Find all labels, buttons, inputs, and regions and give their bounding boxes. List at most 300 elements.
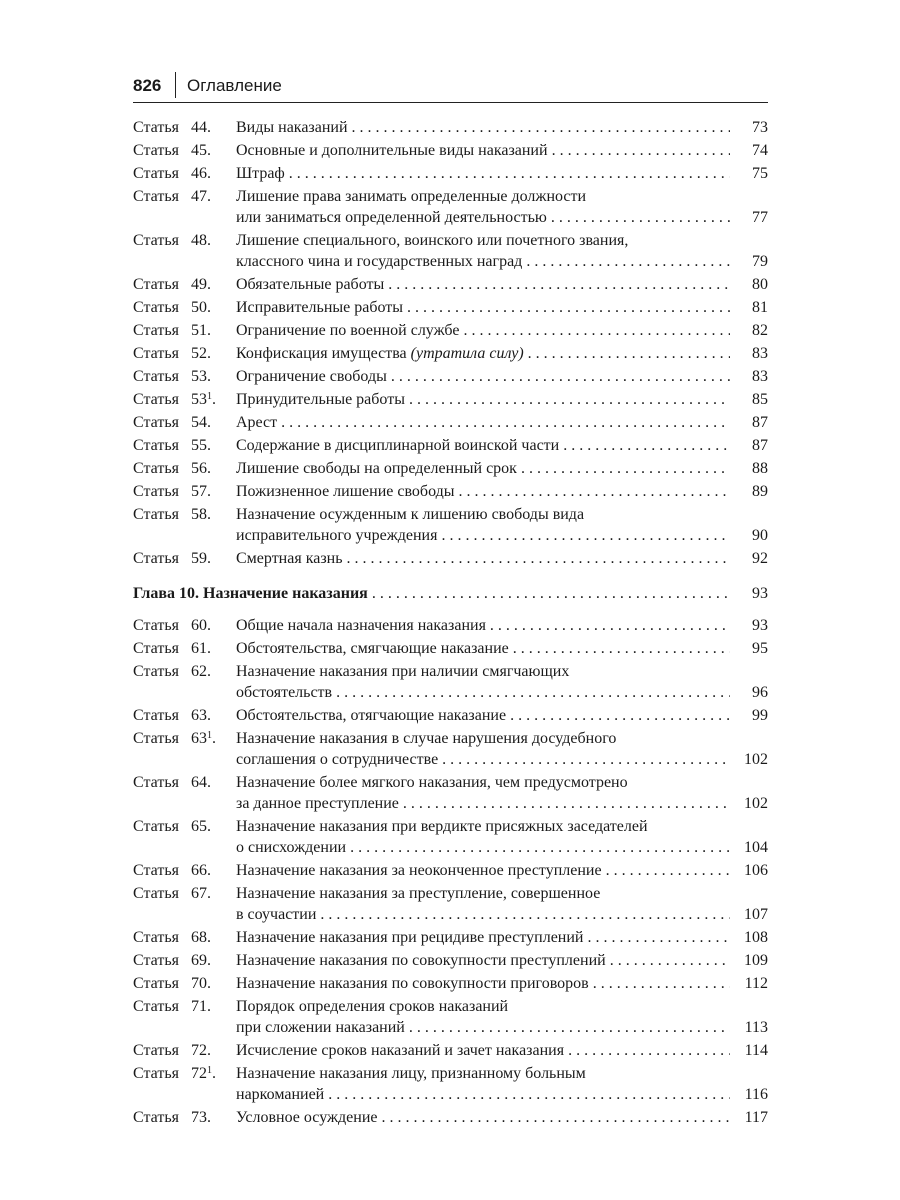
article-label bbox=[133, 950, 233, 971]
entry-title bbox=[236, 996, 768, 1038]
page-reference[interactable]: 112 bbox=[744, 975, 768, 992]
entry-title-line bbox=[236, 389, 768, 410]
header-separator bbox=[175, 72, 176, 98]
article-number: 45. bbox=[191, 142, 211, 159]
article-word: Статья bbox=[133, 165, 179, 182]
article-label bbox=[133, 389, 233, 410]
toc-entry[interactable] bbox=[133, 117, 768, 138]
page-reference[interactable]: 107 bbox=[744, 906, 768, 923]
article-word: Статья bbox=[133, 142, 179, 159]
entry-title-text: Исправительные работы bbox=[236, 299, 403, 316]
article-word: Статья bbox=[133, 188, 179, 205]
dot-leader bbox=[281, 412, 730, 433]
entry-title-text: наркоманией bbox=[236, 1086, 325, 1103]
article-word: Статья bbox=[133, 998, 179, 1015]
article-number: 51. bbox=[191, 322, 211, 339]
article-word: Статья bbox=[133, 885, 179, 902]
page-reference[interactable]: 82 bbox=[752, 322, 768, 339]
entry-title-text: Обязательные работы bbox=[236, 276, 385, 293]
entry-title-text: Содержание в дисциплинарной воинской части bbox=[236, 437, 560, 454]
entry-title-line bbox=[236, 458, 768, 479]
article-number: 64. bbox=[191, 774, 211, 791]
article-label bbox=[133, 186, 233, 207]
toc-entry[interactable] bbox=[133, 638, 768, 659]
page-reference[interactable]: 77 bbox=[752, 209, 768, 226]
article-word: Статья bbox=[133, 119, 179, 136]
dot-leader bbox=[409, 389, 730, 410]
toc-entry[interactable] bbox=[133, 320, 768, 341]
article-word: Статья bbox=[133, 975, 179, 992]
entry-title-text: Назначение более мягкого наказания, чем предусмотрено bbox=[236, 774, 628, 791]
toc-entry[interactable] bbox=[133, 343, 768, 364]
article-word: Статья bbox=[133, 322, 179, 339]
article-number: 53 bbox=[191, 391, 207, 408]
article-number: 65. bbox=[191, 818, 211, 835]
dot-leader bbox=[289, 163, 730, 184]
article-label bbox=[133, 772, 233, 793]
entry-title-line bbox=[236, 251, 768, 272]
article-number-superscript: 1 bbox=[207, 1065, 212, 1076]
dot-leader bbox=[568, 1040, 730, 1061]
dot-leader bbox=[526, 251, 730, 272]
entry-title-text: Назначение наказания при вердикте присяжных заседателей bbox=[236, 818, 648, 835]
page-reference[interactable]: 85 bbox=[752, 391, 768, 408]
entry-title bbox=[236, 661, 768, 703]
article-label bbox=[133, 728, 233, 749]
page-reference[interactable]: 109 bbox=[744, 952, 768, 969]
entry-title-line bbox=[236, 186, 768, 207]
toc-entry[interactable] bbox=[133, 435, 768, 456]
entry-title bbox=[236, 638, 768, 659]
dot-leader bbox=[328, 1084, 730, 1105]
dot-leader bbox=[441, 525, 730, 546]
dot-leader bbox=[336, 682, 730, 703]
entry-title bbox=[236, 816, 768, 858]
dot-leader bbox=[382, 1107, 730, 1128]
toc-entry[interactable] bbox=[133, 458, 768, 479]
dot-leader bbox=[391, 366, 730, 387]
entry-title bbox=[236, 504, 768, 546]
article-word: Статья bbox=[133, 1109, 179, 1126]
entry-title-text: Глава 10. Назначение наказания bbox=[133, 585, 368, 602]
toc-entry[interactable] bbox=[133, 186, 768, 228]
article-number: 69. bbox=[191, 952, 211, 969]
article-word: Статья bbox=[133, 299, 179, 316]
page-reference[interactable]: 73 bbox=[752, 119, 768, 136]
entry-title bbox=[236, 274, 768, 295]
entry-title-text: Назначение осужденным к лишению свободы вида bbox=[236, 506, 585, 523]
page-reference[interactable]: 96 bbox=[752, 684, 768, 701]
toc-entry[interactable] bbox=[133, 816, 768, 858]
article-label bbox=[133, 458, 233, 479]
entry-title-text: Штраф bbox=[236, 165, 285, 182]
article-number: 48. bbox=[191, 232, 211, 249]
article-word: Статья bbox=[133, 437, 179, 454]
entry-title bbox=[236, 728, 768, 770]
article-word: Статья bbox=[133, 550, 179, 567]
article-number: 63 bbox=[191, 730, 207, 747]
entry-title-text: при сложении наказаний bbox=[236, 1019, 405, 1036]
entry-title-line bbox=[236, 904, 768, 925]
toc-chapter[interactable] bbox=[133, 583, 768, 604]
entry-title-line bbox=[236, 481, 768, 502]
page-reference[interactable]: 88 bbox=[752, 460, 768, 477]
article-label bbox=[133, 1040, 233, 1061]
article-label bbox=[133, 927, 233, 948]
article-label bbox=[133, 883, 233, 904]
entry-title bbox=[236, 548, 768, 569]
article-word: Статья bbox=[133, 862, 179, 879]
dot-leader bbox=[352, 117, 730, 138]
page-reference[interactable]: 92 bbox=[752, 550, 768, 567]
entry-title-text: Лишение права занимать определенные должности bbox=[236, 188, 587, 205]
toc-entry[interactable] bbox=[133, 1107, 768, 1128]
entry-title-line bbox=[236, 837, 768, 858]
entry-title-text: в соучастии bbox=[236, 906, 317, 923]
entry-title-text: Смертная казнь bbox=[236, 550, 343, 567]
toc-entry[interactable] bbox=[133, 389, 768, 410]
article-word: Статья bbox=[133, 368, 179, 385]
toc-entry[interactable] bbox=[133, 772, 768, 814]
article-word: Статья bbox=[133, 506, 179, 523]
dot-leader bbox=[551, 207, 730, 228]
toc-entry[interactable] bbox=[133, 1063, 768, 1105]
dot-leader bbox=[513, 638, 730, 659]
entry-title-text: Виды наказаний bbox=[236, 119, 348, 136]
entry-title bbox=[236, 950, 768, 971]
entry-title-text: Назначение наказания за неоконченное преступление bbox=[236, 862, 602, 879]
dot-leader bbox=[403, 793, 730, 814]
toc-entry[interactable] bbox=[133, 481, 768, 502]
toc-entry[interactable] bbox=[133, 661, 768, 703]
entry-title-line bbox=[236, 682, 768, 703]
toc-entry[interactable] bbox=[133, 705, 768, 726]
article-number: 72 bbox=[191, 1065, 207, 1082]
toc-entry[interactable] bbox=[133, 1040, 768, 1061]
table-of-contents bbox=[133, 117, 768, 1130]
article-label bbox=[133, 435, 233, 456]
toc-entry[interactable] bbox=[133, 883, 768, 925]
article-number: 50. bbox=[191, 299, 211, 316]
article-number: 53. bbox=[191, 368, 211, 385]
article-label bbox=[133, 816, 233, 837]
entry-title-text: Принудительные работы bbox=[236, 391, 405, 408]
toc-entry[interactable] bbox=[133, 927, 768, 948]
entry-title-line bbox=[236, 883, 768, 904]
dot-leader bbox=[350, 837, 730, 858]
article-number-suffix: . bbox=[212, 730, 216, 747]
article-number: 54. bbox=[191, 414, 211, 431]
article-word: Статья bbox=[133, 460, 179, 477]
entry-title bbox=[236, 186, 768, 228]
section-title: Оглавление bbox=[187, 76, 282, 95]
page-reference[interactable]: 80 bbox=[752, 276, 768, 293]
entry-title-line bbox=[236, 793, 768, 814]
entry-title-line bbox=[236, 343, 768, 364]
entry-title-line bbox=[236, 772, 768, 793]
toc-entry[interactable] bbox=[133, 860, 768, 881]
article-word: Статья bbox=[133, 276, 179, 293]
article-word: Статья bbox=[133, 232, 179, 249]
entry-title bbox=[236, 973, 768, 994]
toc-entry[interactable] bbox=[133, 996, 768, 1038]
article-label bbox=[133, 274, 233, 295]
page-reference[interactable]: 90 bbox=[752, 527, 768, 544]
article-number: 46. bbox=[191, 165, 211, 182]
page-reference[interactable]: 93 bbox=[752, 585, 768, 602]
page-reference[interactable]: 99 bbox=[752, 707, 768, 724]
entry-title-line bbox=[236, 615, 768, 636]
dot-leader bbox=[606, 860, 730, 881]
dot-leader bbox=[388, 274, 730, 295]
entry-title-text: Порядок определения сроков наказаний bbox=[236, 998, 509, 1015]
entry-title-line bbox=[236, 117, 768, 138]
entry-title-text: Ограничение свободы bbox=[236, 368, 387, 385]
entry-title-line bbox=[236, 638, 768, 659]
article-number: 56. bbox=[191, 460, 211, 477]
entry-title-text: о снисхождении bbox=[236, 839, 347, 856]
article-number-suffix: . bbox=[212, 391, 216, 408]
article-number: 71. bbox=[191, 998, 211, 1015]
entry-title bbox=[236, 343, 768, 364]
article-label bbox=[133, 504, 233, 525]
entry-title bbox=[236, 458, 768, 479]
page-number: 826 bbox=[133, 76, 162, 95]
dot-leader bbox=[528, 343, 730, 364]
article-number: 58. bbox=[191, 506, 211, 523]
entry-title-text: Назначение наказания лицу, признанному больным bbox=[236, 1065, 586, 1082]
dot-leader bbox=[610, 950, 730, 971]
entry-title bbox=[236, 705, 768, 726]
entry-title-text: исправительного учреждения bbox=[236, 527, 438, 544]
article-word: Статья bbox=[133, 929, 179, 946]
page-reference[interactable]: 74 bbox=[752, 142, 768, 159]
article-number-superscript: 1 bbox=[207, 730, 212, 741]
page-reference[interactable]: 102 bbox=[744, 795, 768, 812]
article-number: 61. bbox=[191, 640, 211, 657]
entry-title-line bbox=[236, 320, 768, 341]
toc-entry[interactable] bbox=[133, 297, 768, 318]
entry-title-note: (утратила силу) bbox=[410, 345, 524, 362]
dot-leader bbox=[521, 458, 730, 479]
page-reference[interactable]: 117 bbox=[744, 1109, 768, 1126]
article-word: Статья bbox=[133, 1042, 179, 1059]
entry-title-line bbox=[236, 950, 768, 971]
article-label bbox=[133, 615, 233, 636]
page-reference[interactable]: 75 bbox=[752, 165, 768, 182]
entry-title bbox=[236, 772, 768, 814]
entry-title-text: за данное преступление bbox=[236, 795, 399, 812]
toc-entry[interactable] bbox=[133, 412, 768, 433]
article-label bbox=[133, 117, 233, 138]
page-reference[interactable]: 89 bbox=[752, 483, 768, 500]
entry-title-text: Назначение наказания по совокупности приговоров bbox=[236, 975, 589, 992]
page-reference[interactable]: 104 bbox=[744, 839, 768, 856]
article-label bbox=[133, 140, 233, 161]
toc-entry[interactable] bbox=[133, 366, 768, 387]
article-number: 72. bbox=[191, 1042, 211, 1059]
running-header bbox=[133, 74, 768, 103]
dot-leader bbox=[442, 749, 730, 770]
page-reference[interactable]: 106 bbox=[744, 862, 768, 879]
entry-title bbox=[236, 860, 768, 881]
dot-leader bbox=[347, 548, 730, 569]
entry-title-line bbox=[236, 996, 768, 1017]
entry-title-line bbox=[236, 504, 768, 525]
entry-title-text: Назначение наказания в случае нарушения досудебного bbox=[236, 730, 617, 747]
dot-leader bbox=[510, 705, 730, 726]
page-reference[interactable]: 95 bbox=[752, 640, 768, 657]
article-word: Статья bbox=[133, 640, 179, 657]
toc-entry[interactable] bbox=[133, 548, 768, 569]
entry-title-line bbox=[236, 728, 768, 749]
entry-title-line bbox=[236, 140, 768, 161]
entry-title bbox=[236, 297, 768, 318]
entry-title-line bbox=[236, 1017, 768, 1038]
entry-title bbox=[236, 927, 768, 948]
article-label bbox=[133, 366, 233, 387]
page-reference[interactable]: 81 bbox=[752, 299, 768, 316]
toc-entry[interactable] bbox=[133, 504, 768, 546]
page-reference[interactable]: 79 bbox=[752, 253, 768, 270]
entry-title-text: Назначение наказания по совокупности преступлений bbox=[236, 952, 606, 969]
page-reference[interactable]: 87 bbox=[752, 414, 768, 431]
entry-title-line bbox=[236, 661, 768, 682]
article-word: Статья bbox=[133, 952, 179, 969]
entry-title-line bbox=[236, 1040, 768, 1061]
entry-title bbox=[236, 615, 768, 636]
entry-title bbox=[236, 435, 768, 456]
entry-title-text: Назначение наказания за преступление, совершенное bbox=[236, 885, 601, 902]
article-label bbox=[133, 481, 233, 502]
toc-entry[interactable] bbox=[133, 163, 768, 184]
article-number: 44. bbox=[191, 119, 211, 136]
entry-title-line bbox=[236, 274, 768, 295]
entry-title bbox=[236, 481, 768, 502]
entry-title-text: Обстоятельства, смягчающие наказание bbox=[236, 640, 509, 657]
article-number: 52. bbox=[191, 345, 211, 362]
article-label bbox=[133, 973, 233, 994]
entry-title-line bbox=[236, 1084, 768, 1105]
article-number: 59. bbox=[191, 550, 211, 567]
entry-title-line bbox=[236, 366, 768, 387]
entry-title-text: Общие начала назначения наказания bbox=[236, 617, 486, 634]
article-word: Статья bbox=[133, 663, 179, 680]
dot-leader bbox=[407, 297, 730, 318]
page-reference[interactable]: 93 bbox=[752, 617, 768, 634]
entry-title-line bbox=[236, 525, 768, 546]
article-number: 47. bbox=[191, 188, 211, 205]
toc-entry[interactable] bbox=[133, 615, 768, 636]
entry-title-text: классного чина и государственных наград bbox=[236, 253, 523, 270]
page-reference[interactable]: 87 bbox=[752, 437, 768, 454]
entry-title-text: Лишение свободы на определенный срок bbox=[236, 460, 517, 477]
entry-title bbox=[236, 320, 768, 341]
article-word: Статья bbox=[133, 345, 179, 362]
article-label bbox=[133, 638, 233, 659]
article-word: Статья bbox=[133, 1065, 179, 1082]
article-label bbox=[133, 297, 233, 318]
entry-title bbox=[236, 412, 768, 433]
entry-title-text: Ограничение по военной службе bbox=[236, 322, 460, 339]
entry-title-line bbox=[236, 816, 768, 837]
entry-title-text: Конфискация имущества bbox=[236, 345, 407, 362]
entry-title-text: соглашения о сотрудничестве bbox=[236, 751, 439, 768]
dot-leader bbox=[463, 320, 730, 341]
dot-leader bbox=[490, 615, 730, 636]
article-word: Статья bbox=[133, 730, 179, 747]
toc-entry[interactable] bbox=[133, 973, 768, 994]
entry-title-line bbox=[236, 207, 768, 228]
entry-title-line bbox=[236, 548, 768, 569]
entry-title-text: Назначение наказания при рецидиве преступлений bbox=[236, 929, 584, 946]
entry-title bbox=[236, 117, 768, 138]
toc-entry[interactable] bbox=[133, 274, 768, 295]
entry-title-text: Условное осуждение bbox=[236, 1109, 378, 1126]
page-reference[interactable]: 102 bbox=[744, 751, 768, 768]
entry-title bbox=[236, 1040, 768, 1061]
article-number: 67. bbox=[191, 885, 211, 902]
article-label bbox=[133, 1107, 233, 1128]
article-word: Статья bbox=[133, 818, 179, 835]
article-label bbox=[133, 1063, 233, 1084]
toc-entry[interactable] bbox=[133, 230, 768, 272]
dot-leader bbox=[593, 973, 730, 994]
article-number: 60. bbox=[191, 617, 211, 634]
entry-title-text: Назначение наказания при наличии смягчающих bbox=[236, 663, 570, 680]
page-reference[interactable]: 108 bbox=[744, 929, 768, 946]
article-label bbox=[133, 230, 233, 251]
dot-leader bbox=[459, 481, 731, 502]
entry-title-text: Обстоятельства, отягчающие наказание bbox=[236, 707, 507, 724]
article-number-suffix: . bbox=[212, 1065, 216, 1082]
entry-title-line bbox=[236, 230, 768, 251]
page-reference[interactable]: 116 bbox=[744, 1086, 768, 1103]
entry-title-line bbox=[236, 1107, 768, 1128]
page-reference[interactable]: 83 bbox=[752, 368, 768, 385]
dot-leader bbox=[320, 904, 730, 925]
entry-title-text: Основные и дополнительные виды наказаний bbox=[236, 142, 548, 159]
entry-title-line bbox=[236, 860, 768, 881]
page-reference[interactable]: 83 bbox=[752, 345, 768, 362]
entry-title-line bbox=[236, 927, 768, 948]
article-label bbox=[133, 996, 233, 1017]
article-number: 63. bbox=[191, 707, 211, 724]
page-reference[interactable]: 113 bbox=[744, 1019, 768, 1036]
article-label bbox=[133, 661, 233, 682]
toc-entry[interactable] bbox=[133, 950, 768, 971]
entry-title-text: Исчисление сроков наказаний и зачет наказания bbox=[236, 1042, 565, 1059]
page-reference[interactable]: 114 bbox=[744, 1042, 768, 1059]
toc-entry[interactable] bbox=[133, 728, 768, 770]
article-number: 62. bbox=[191, 663, 211, 680]
entry-title bbox=[236, 1107, 768, 1128]
article-number: 49. bbox=[191, 276, 211, 293]
article-number-superscript: 1 bbox=[207, 391, 212, 402]
entry-title bbox=[236, 163, 768, 184]
entry-title-line bbox=[236, 705, 768, 726]
article-label bbox=[133, 860, 233, 881]
article-word: Статья bbox=[133, 483, 179, 500]
article-label bbox=[133, 320, 233, 341]
entry-title-line bbox=[236, 1063, 768, 1084]
entry-title bbox=[236, 230, 768, 272]
entry-title-text: Арест bbox=[236, 414, 278, 431]
toc-entry[interactable] bbox=[133, 140, 768, 161]
article-label bbox=[133, 705, 233, 726]
article-number: 68. bbox=[191, 929, 211, 946]
entry-title-text: Пожизненное лишение свободы bbox=[236, 483, 455, 500]
